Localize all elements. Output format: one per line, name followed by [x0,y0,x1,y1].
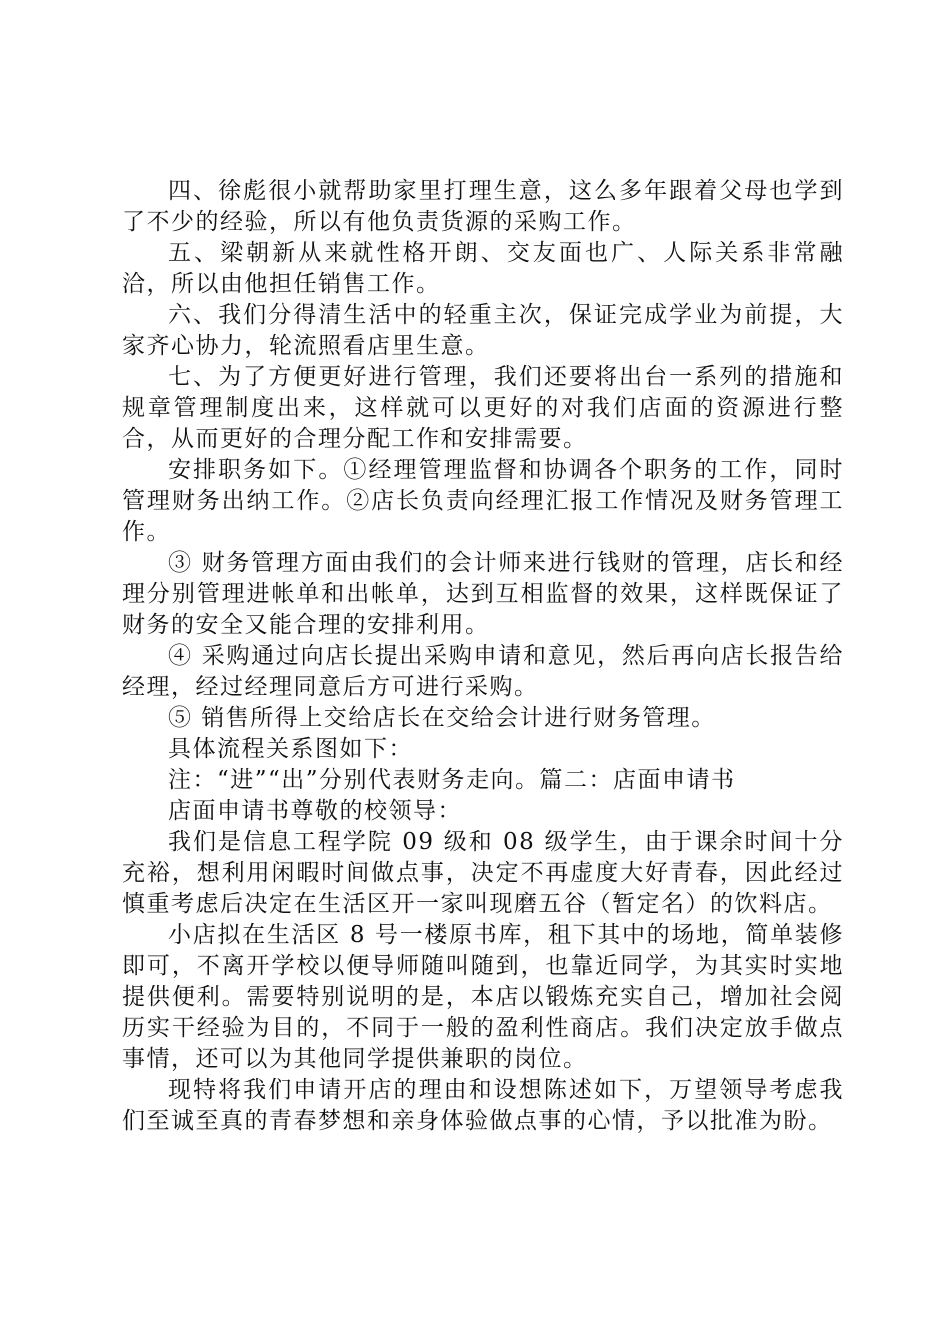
paragraph-note: 注：“进”“出”分别代表财务走向。篇二：店面申请书 [168,767,736,793]
paragraph-4-purchasing: 四、徐彪很小就帮助家里打理生意，这么多年跟着父母也学到了不少的经验，所以有他负责货源的采购工作。 [122,178,844,235]
paragraph-location: 小店拟在生活区 8 号一楼原书库，租下其中的场地，简单装修即可，不离开学校以便导师随叫随到，也靠近同学，为其实时实地提供便利。需要特别说明的是，本店以锻炼充实自己，增加社会阅历实干经验为目的，不同于一般的盈利性商店。我们决定放手做点事情，还可以为其他同学提供兼职的岗位。 [122,922,844,1072]
document-body [122,176,844,1137]
paragraph-7-management: 七、为了方便更好进行管理，我们还要将出台一系列的措施和规章管理制度出来，这样就可以更好的对我们店面的资源进行整合，从而更好的合理分配工作和安排需要。 [122,364,844,452]
paragraph-duties: 安排职务如下。①经理管理监督和协调各个职务的工作，同时管理财务出纳工作。②店长负责向经理汇报工作情况及财务管理工作。 [122,457,844,545]
paragraph-duty-3-finance: ③ 财务管理方面由我们的会计师来进行钱财的管理，店长和经理分别管理进帐单和出帐单，达到互相监督的效果，这样既保证了财务的安全又能合理的安排利用。 [122,550,844,638]
paragraph-salutation: 店面申请书尊敬的校领导： [168,798,462,824]
paragraph-flowchart-intro: 具体流程关系图如下： [168,736,413,762]
paragraph-introduction: 我们是信息工程学院 09 级和 08 级学生，由于课余时间十分充裕，想利用闲暇时间做点事，决定不再虚度大好青春，因此经过慎重考虑后决定在生活区开一家叫现磨五谷（暂定名）的饮料店。 [122,829,844,917]
paragraph-5-sales: 五、梁朝新从来就性格开朗、交友面也广、人际关系非常融洽，所以由他担任销售工作。 [122,240,844,297]
paragraph-duty-5-sales: ⑤ 销售所得上交给店长在交给会计进行财务管理。 [168,705,716,731]
paragraph-6-priorities: 六、我们分得清生活中的轻重主次，保证完成学业为前提，大家齐心协力，轮流照看店里生意。 [122,302,844,359]
paragraph-duty-4-purchasing: ④ 采购通过向店长提出采购申请和意见，然后再向店长报告给经理，经过经理同意后方可进行采购。 [122,643,844,700]
paragraph-request: 现特将我们申请开店的理由和设想陈述如下，万望领导考虑我们至诚至真的青春梦想和亲身体验做点事的心情，予以批准为盼。 [122,1077,844,1134]
